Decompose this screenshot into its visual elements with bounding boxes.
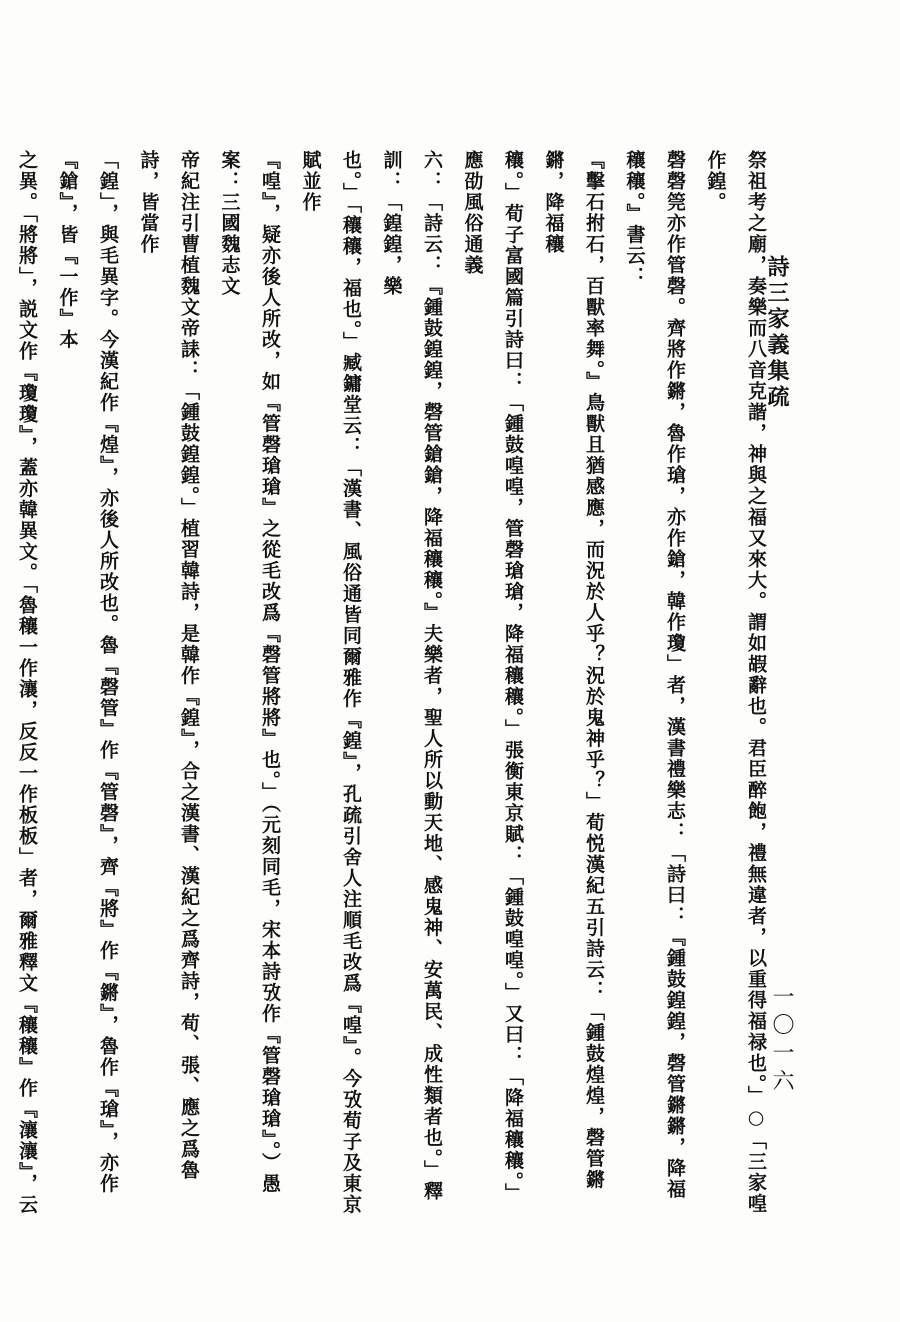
text-line: 六：「詩云：『鍾鼓鍠鍠，磬管鎗鎗，降福穰穰。』夫樂者，聖人所以動天地、感鬼神、安萬民、成性類者也。」釋訓：「鍠鍠，樂 (380, 150, 443, 1202)
text-line: 帝紀注引曹植魏文帝誄：「鍾鼓鍠鍠。」植習韓詩，是韓作『鍠』，合之漢書、漢紀之爲齊詩，荀、張、應之爲魯詩，皆當作 (137, 150, 200, 1181)
text-line: 祭祖考之廟，奏樂而八音克諧，神與之福又來大。謂如嘏辭也。君臣醉飽，禮無違者，以重得福禄也。」○「三家喤作鍠。 (704, 150, 767, 1215)
text-line: 『喤』，疑亦後人所改，如『管磬瑲瑲』之從毛改爲『磬管將將』也。」（元刻同毛，宋本詩攷作『管磬瑲瑲』。）愚案：三國魏志文 (218, 150, 281, 1195)
text-paragraph (0, 150, 776, 1220)
text-line: 也。」「穰穰，福也。」臧鏞堂云：「漢書、風俗通皆同爾雅作『鍠』，孔疏引舍人注順毛改爲『喤』。今攷荀子及東京賦並作 (299, 150, 362, 1216)
text-line: 磬磬筦亦作管磬。齊將作鏘，魯作瑲，亦作鎗，韓作瓊」者，漢書禮樂志：「詩曰：『鍾鼓鍠鍠，磬管鏘鏘，降福穰穰。』書云： (623, 150, 686, 1200)
body-text (16, 150, 776, 1220)
page-number: 一〇一六 (769, 985, 794, 1097)
text-line: 『擊石拊石，百獸率舞。』鳥獸且猶感應，而況於人乎？況於鬼神乎？」荀悦漢紀五引詩云：「鍾鼓煌煌，磬管鏘鏘，降福穰 (542, 150, 605, 1191)
text-line: 穰。」荀子富國篇引詩曰：「鍾鼓喤喤，管磬瑲瑲，降福穰穰。」張衡東京賦：「鍾鼓喤喤。」又曰：「降福穰穰。」應劭風俗通義 (461, 150, 524, 1204)
text-line: 之異。「將將」，説文作『瓊瓊』，蓋亦韓異文。「魯穰一作瀼，反反一作板板」者，爾雅釋文『穰穰』作『瀼瀼』，云 (16, 150, 38, 1216)
text-line: 「鍠」，與毛異字。今漢紀作『煌』，亦後人所改也。魯『磬管』作『管磬』，齊『將』作『鏘』，魯作『瑲』，亦作『鎗』，皆『一作』本 (56, 150, 119, 1195)
running-header-title: 詩三家義集疏 (764, 255, 790, 411)
